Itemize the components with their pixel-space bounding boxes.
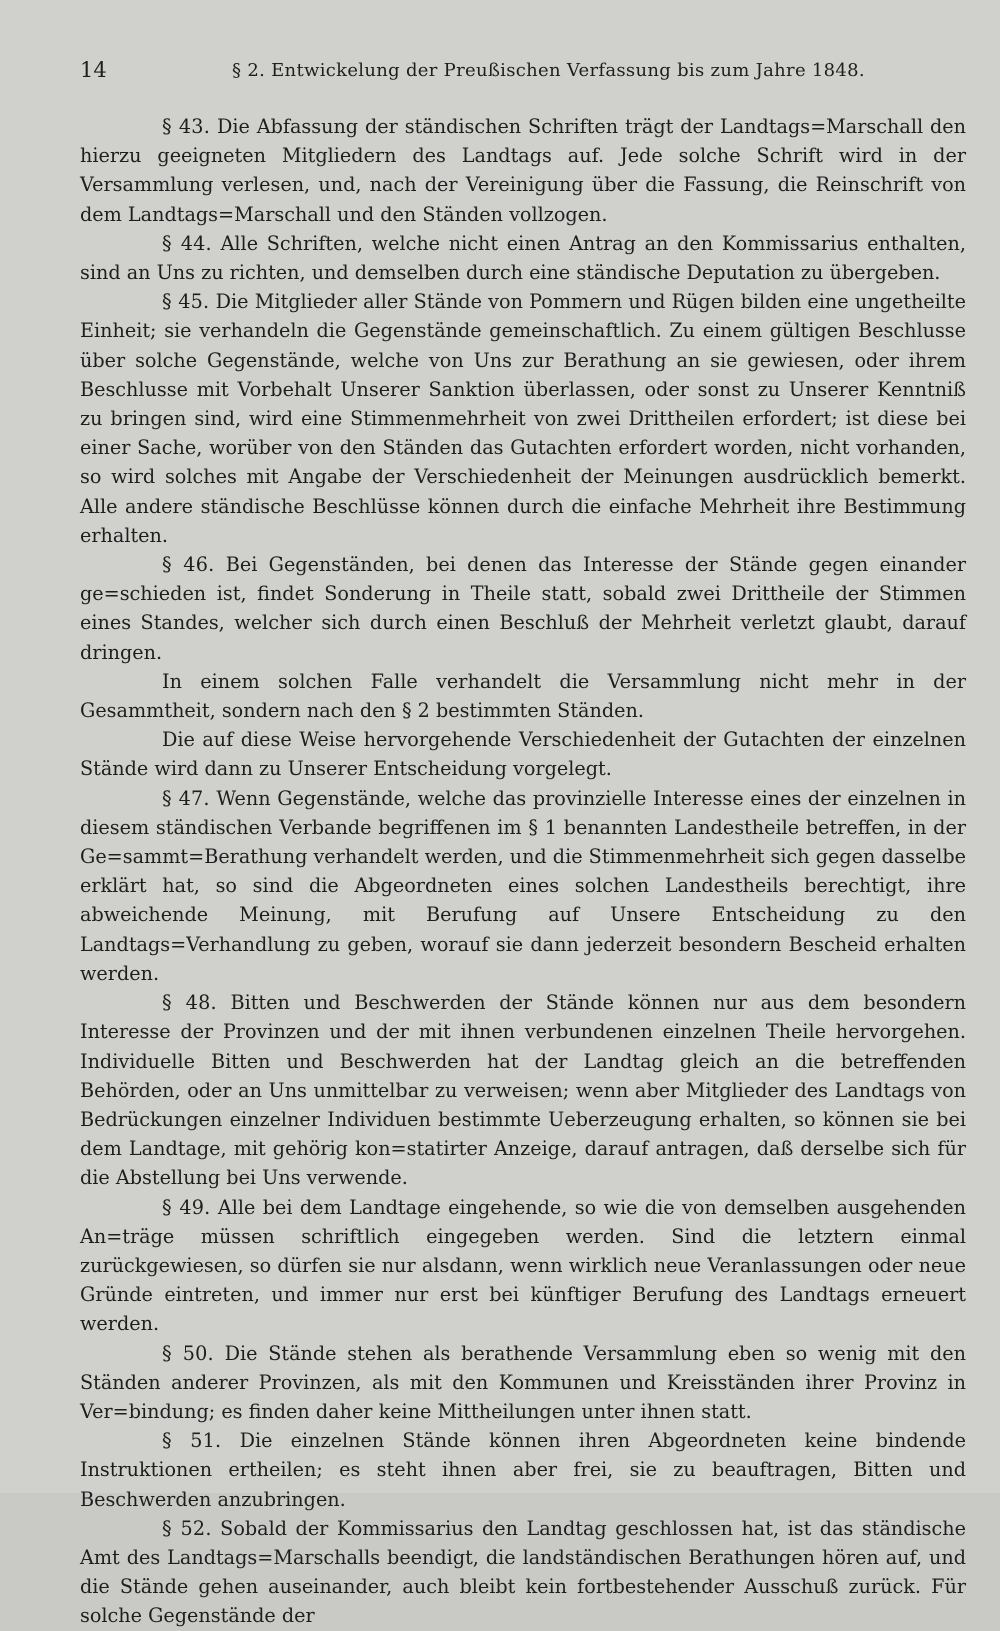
paragraph-text: In einem solchen Falle verhandelt die Versammlung nicht mehr in der Gesammtheit, sondern nach den § 2 bestimmten Ständen. xyxy=(80,669,966,723)
page-body xyxy=(80,112,966,1631)
paragraph-44 xyxy=(80,229,966,287)
paragraph-text: Die Stände stehen als berathende Versammlung eben so wenig mit den Ständen anderer Provinzen, als mit den Kommunen und Kreisständen ihrer Provinz in Ver=bindung; es finden daher keine Mittheilungen unter ihnen statt. xyxy=(80,1341,966,1423)
paragraph-text: Bitten und Beschwerden der Stände können nur aus dem besondern Interesse der Provinzen und der mit ihnen verbundenen einzelnen Theile hervorgehen. Individuelle Bitten und Beschwerden hat der Landtag gleich an die betreffenden Behörden, oder an Uns unmittelbar zu verweisen; wenn aber Mitglieder des Landtags von Bedrückungen einzelner Individuen bestimmte Ueberzeugung erhalten, so können sie bei dem Landtage, mit gehörig kon=statirter Anzeige, darauf antragen, daß derselbe sich für die Abstellung bei Uns verwende. xyxy=(80,991,966,1190)
section-number: § 48. xyxy=(162,991,217,1015)
section-number: § 47. xyxy=(162,786,210,810)
paragraph-46-cont-1 xyxy=(80,667,966,725)
paragraph-52 xyxy=(80,1514,966,1631)
paragraph-51 xyxy=(80,1426,966,1514)
paragraph-text: Alle Schriften, welche nicht einen Antrag an den Kommissarius enthalten, sind an Uns zu richten, und demselben durch eine ständische Deputation zu übergeben. xyxy=(80,231,966,285)
paragraph-46 xyxy=(80,550,966,667)
section-number: § 46. xyxy=(162,553,215,577)
page-number: 14 xyxy=(80,58,107,82)
paragraph-text: Sobald der Kommissarius den Landtag geschlossen hat, ist das ständische Amt des Landtags=Marschalls beendigt, die landständischen Berathungen hören auf, und die Stände gehen auseinander, auch bleibt kein fortbestehender Ausschuß zurück. Für solche Gegenstände der xyxy=(80,1516,966,1628)
section-number: § 49. xyxy=(162,1195,211,1219)
paragraph-50 xyxy=(80,1339,966,1427)
section-number: § 50. xyxy=(162,1341,214,1365)
section-number: § 51. xyxy=(162,1429,222,1453)
section-number: § 45. xyxy=(162,290,210,314)
section-number: § 43. xyxy=(162,115,211,138)
page-header xyxy=(80,58,970,88)
running-title: § 2. Entwickelung der Preußischen Verfassung bis zum Jahre 1848. xyxy=(232,60,865,81)
paragraph-46-cont-2 xyxy=(80,725,966,783)
paragraph-text: Bei Gegenständen, bei denen das Interesse der Stände gegen einander ge=schieden ist, findet Sonderung in Theile statt, sobald zwei Drittheile der Stimmen eines Standes, welcher sich durch einen Beschluß der Mehrheit verletzt glaubt, darauf dringen. xyxy=(80,553,966,664)
paragraph-text: Die einzelnen Stände können ihren Abgeordneten keine bindende Instruktionen ertheilen; es steht ihnen aber frei, sie zu beauftragen, Bitten und Beschwerden anzubringen. xyxy=(80,1429,966,1511)
paragraph-text: Alle bei dem Landtage eingehende, so wie die von demselben ausgehenden An=träge müssen schriftlich eingegeben werden. Sind die letztern einmal zurückgewiesen, so dürfen sie nur alsdann, wenn wirklich neue Veranlassungen oder neue Gründe eintreten, und immer nur erst bei künftiger Berufung des Landtags erneuert werden. xyxy=(80,1195,967,1336)
paragraph-text: Die Abfassung der ständischen Schriften trägt der Landtags=Marschall den hierzu geeigneten Mitgliedern des Landtags auf. Jede solche Schrift wird in der Versammlung verlesen, und, nach der Vereinigung über die Fassung, die Reinschrift von dem Landtags=Marschall und den Ständen vollzogen. xyxy=(80,115,966,226)
section-number: § 52. xyxy=(162,1516,212,1540)
paragraph-45 xyxy=(80,287,966,550)
paragraph-49 xyxy=(80,1193,966,1339)
paragraph-text: Die auf diese Weise hervorgehende Verschiedenheit der Gutachten der einzelnen Stände wird dann zu Unserer Entscheidung vorgelegt. xyxy=(80,728,966,781)
paragraph-text: Wenn Gegenstände, welche das provinzielle Interesse eines der einzelnen in diesem ständischen Verbande begriffenen im § 1 benannten Landestheile betreffen, in der Ge=sammt=Berathung verhandelt werden, und die Stimmenmehrheit sich gegen dasselbe erklärt hat, so sind die Abgeordneten eines solchen Landestheils berechtigt, ihre abweichende Meinung, mit Berufung auf Unsere Entscheidung zu den Landtags=Verhandlung zu geben, worauf sie dann jederzeit besondern Bescheid erhalten werden. xyxy=(80,786,967,985)
section-number: § 44. xyxy=(162,231,212,255)
paragraph-43 xyxy=(80,112,966,229)
paragraph-48 xyxy=(80,988,966,1192)
paragraph-47 xyxy=(80,784,966,988)
paragraph-text: Die Mitglieder aller Stände von Pommern und Rügen bilden eine ungetheilte Einheit; sie verhandeln die Gegenstände gemeinschaftlich. Zu einem gültigen Beschlusse über solche Gegenstände, welche von Uns zur Berathung an sie gewiesen, oder ihrem Beschlusse mit Vorbehalt Unserer Sanktion überlassen, oder sonst zu Unserer Kenntniß zu bringen sind, wird eine Stimmenmehrheit von zwei Drittheilen erfordert; ist diese bei einer Sache, worüber von den Ständen das Gutachten erfordert worden, nicht vorhanden, so wird solches mit Angabe der Verschiedenheit der Meinungen ausdrücklich bemerkt. Alle andere ständische Beschlüsse können durch die einfache Mehrheit ihre Bestimmung erhalten. xyxy=(80,290,966,547)
